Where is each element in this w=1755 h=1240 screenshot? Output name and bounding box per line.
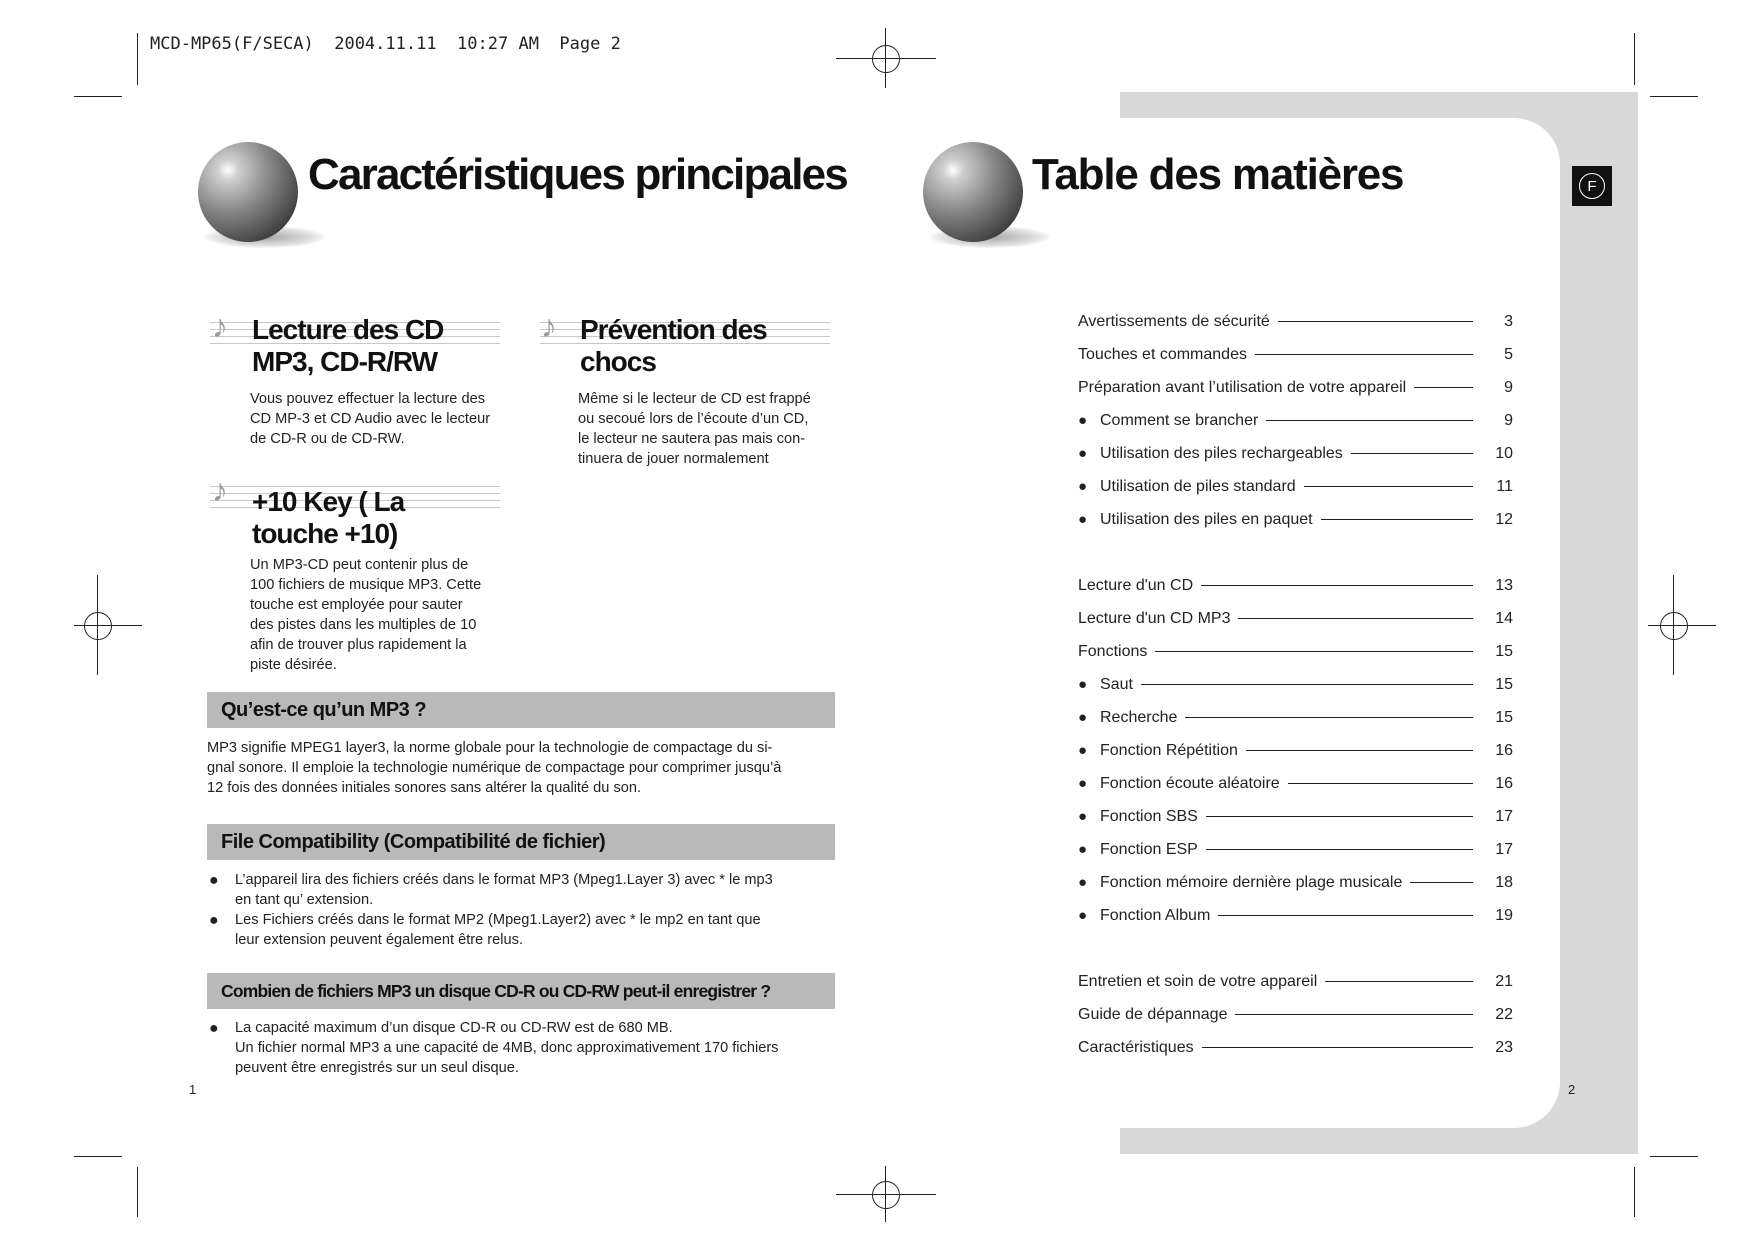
bullet-icon: ●: [209, 912, 219, 929]
toc-leader-line: [1238, 618, 1473, 619]
toc-item: [1078, 635, 1513, 668]
toc-leader-line: [1185, 717, 1473, 718]
toc-label: Lecture d'un CD MP3: [1078, 609, 1231, 627]
sphere-icon: [198, 142, 298, 242]
toc-label: Entretien et soin de votre appareil: [1078, 972, 1318, 990]
page-title: Table des matières: [1032, 150, 1404, 199]
bullet-icon: ●: [1078, 808, 1088, 825]
toc-leader-line: [1414, 387, 1473, 388]
feature-title: Prévention des chocs: [580, 314, 767, 377]
toc-page-number: 18: [1495, 873, 1513, 891]
toc-leader-line: [1266, 420, 1473, 421]
toc-label: Utilisation des piles en paquet: [1100, 510, 1313, 528]
bullet-icon: ●: [1078, 478, 1088, 495]
bullet-icon: ●: [1078, 775, 1088, 792]
sphere-icon: [923, 142, 1023, 242]
toc-label: Lecture d'un CD: [1078, 576, 1194, 594]
toc-item: [1078, 338, 1513, 371]
toc-page-number: 17: [1495, 840, 1513, 858]
toc-item: [1078, 998, 1513, 1031]
toc-leader-line: [1304, 486, 1473, 487]
toc-leader-line: [1202, 1047, 1473, 1048]
language-badge: [1572, 166, 1612, 206]
toc-page-number: 3: [1504, 312, 1513, 330]
toc-item: [1078, 668, 1513, 701]
section-heading: Qu’est-ce qu’un MP3 ?: [207, 692, 835, 728]
feature-text: Un MP3-CD peut contenir plus de 100 fichiers de musique MP3. Cette touche est employée pour sauter des pistes dans les multiples de 10 afin de trouver plus rapidement la piste désirée.: [250, 557, 482, 673]
bullet-icon: ●: [209, 1020, 219, 1037]
toc-item: [1078, 305, 1513, 338]
toc-leader-line: [1351, 453, 1473, 454]
toc-item: [1078, 404, 1513, 437]
page-number: 1: [189, 1082, 197, 1097]
toc-item: [1078, 734, 1513, 767]
toc-label: Recherche: [1100, 708, 1178, 726]
bullet-icon: ●: [1078, 742, 1088, 759]
bullet-icon: ●: [1078, 709, 1088, 726]
toc-label: Fonction SBS: [1100, 807, 1198, 825]
toc-label: Fonction Répétition: [1100, 741, 1238, 759]
toc-leader-line: [1141, 684, 1473, 685]
toc-page-number: 17: [1495, 807, 1513, 825]
toc-page-number: 21: [1495, 972, 1513, 990]
toc-page-number: 15: [1495, 642, 1513, 660]
toc-leader-line: [1218, 915, 1473, 916]
toc-label: Fonction écoute aléatoire: [1100, 774, 1280, 792]
toc-item: [1078, 371, 1513, 404]
toc-leader-line: [1288, 783, 1473, 784]
toc-page-number: 16: [1495, 774, 1513, 792]
toc-page-number: 23: [1495, 1038, 1513, 1056]
bullet-icon: ●: [1078, 412, 1088, 429]
bullet-icon: ●: [1078, 907, 1088, 924]
section-heading: File Compatibility (Compatibilité de fichier): [207, 824, 835, 860]
toc-item: [1078, 437, 1513, 470]
toc-page-number: 9: [1504, 411, 1513, 429]
bullet-icon: ●: [1078, 874, 1088, 891]
toc-leader-line: [1206, 816, 1473, 817]
toc-leader-line: [1321, 519, 1473, 520]
feature-text: Vous pouvez effectuer la lecture des CD MP-3 et CD Audio avec le lecteur de CD-R ou de CD-RW.: [250, 391, 491, 447]
toc-page-number: 16: [1495, 741, 1513, 759]
toc-label: Fonction ESP: [1100, 840, 1198, 858]
toc-page-number: 15: [1495, 675, 1513, 693]
toc-leader-line: [1201, 585, 1473, 586]
toc-page-number: 14: [1495, 609, 1513, 627]
toc-label: Caractéristiques: [1078, 1038, 1194, 1056]
toc-leader-line: [1155, 651, 1473, 652]
music-note-icon: ♪: [212, 308, 228, 344]
toc-label: Utilisation des piles rechargeables: [1100, 444, 1343, 462]
toc-item: [1078, 767, 1513, 800]
bullet-icon: ●: [1078, 676, 1088, 693]
toc-page-number: 10: [1495, 444, 1513, 462]
music-note-icon: ♪: [212, 472, 228, 508]
toc-leader-line: [1246, 750, 1473, 751]
toc-leader-line: [1206, 849, 1473, 850]
toc-page-number: 5: [1504, 345, 1513, 363]
toc-item: [1078, 800, 1513, 833]
toc-label: Touches et commandes: [1078, 345, 1247, 363]
music-note-icon: ♪: [541, 308, 557, 344]
toc-page-number: 19: [1495, 906, 1513, 924]
list-item: ● L’appareil lira des fichiers créés dans le format MP3 (Mpeg1.Layer 3) avec * le mp3 en tant qu’ extension.: [209, 872, 773, 908]
toc-label: Utilisation de piles standard: [1100, 477, 1296, 495]
toc-page-number: 12: [1495, 510, 1513, 528]
toc-leader-line: [1255, 354, 1473, 355]
section-heading: Combien de fichiers MP3 un disque CD-R ou CD-RW peut-il enregistrer ?: [207, 973, 835, 1009]
feature-text: Même si le lecteur de CD est frappé ou secoué lors de l’écoute d’un CD, le lecteur ne sautera pas mais con- tinuera de jouer normalement: [578, 391, 811, 467]
language-f-icon: F: [1579, 173, 1605, 199]
list-item: ● La capacité maximum d’un disque CD-R ou CD-RW est de 680 MB. Un fichier normal MP3 a une capacité de 4MB, donc approximativement 170 fichiers peuvent être enregistrés sur un seul disque.: [209, 1020, 779, 1076]
toc-leader-line: [1410, 882, 1473, 883]
toc-leader-line: [1278, 321, 1473, 322]
page-title: Caractéristiques principales: [308, 150, 847, 199]
toc-item: [1078, 503, 1513, 536]
toc-leader-line: [1325, 981, 1473, 982]
toc-label: Préparation avant l’utilisation de votre appareil: [1078, 378, 1407, 396]
toc-label: Fonctions: [1078, 642, 1148, 660]
bullet-icon: ●: [1078, 841, 1088, 858]
toc-label: Saut: [1100, 675, 1133, 693]
bullet-icon: ●: [1078, 445, 1088, 462]
feature-title: +10 Key ( La touche +10): [252, 486, 405, 549]
toc-label: Comment se brancher: [1100, 411, 1259, 429]
toc-label: Fonction mémoire dernière plage musicale: [1100, 873, 1403, 891]
toc-page-number: 15: [1495, 708, 1513, 726]
bullet-icon: ●: [1078, 511, 1088, 528]
section-paragraph: MP3 signifie MPEG1 layer3, la norme globale pour la technologie de compactage du si- gnal sonore. Il emploie la technologie numérique de compactage pour comprimer jusqu’à 12 fois des données initiales sonores sans altérer la qualité du son.: [207, 740, 782, 796]
toc-item: [1078, 470, 1513, 503]
toc-label: Guide de dépannage: [1078, 1005, 1228, 1023]
toc-item: [1078, 602, 1513, 635]
toc-page-number: 9: [1504, 378, 1513, 396]
toc-item: [1078, 899, 1513, 932]
bullet-icon: ●: [209, 872, 219, 889]
toc-item: [1078, 866, 1513, 899]
toc-item: [1078, 833, 1513, 866]
toc-page-number: 13: [1495, 576, 1513, 594]
toc-page-number: 11: [1496, 477, 1513, 495]
feature-title: Lecture des CD MP3, CD-R/RW: [252, 314, 444, 377]
toc-label: Fonction Album: [1100, 906, 1211, 924]
toc-item: [1078, 569, 1513, 602]
toc-label: Avertissements de sécurité: [1078, 312, 1270, 330]
page-number: 2: [1568, 1082, 1576, 1097]
toc-leader-line: [1235, 1014, 1473, 1015]
print-header: MCD-MP65(F/SECA) 2004.11.11 10:27 AM Page 2: [150, 34, 621, 54]
toc-item: [1078, 965, 1513, 998]
list-item: ● Les Fichiers créés dans le format MP2 (Mpeg1.Layer2) avec * le mp2 en tant que leur extension peuvent également être relus.: [209, 912, 761, 948]
toc-item: [1078, 1031, 1513, 1064]
toc-page-number: 22: [1495, 1005, 1513, 1023]
toc-item: [1078, 701, 1513, 734]
